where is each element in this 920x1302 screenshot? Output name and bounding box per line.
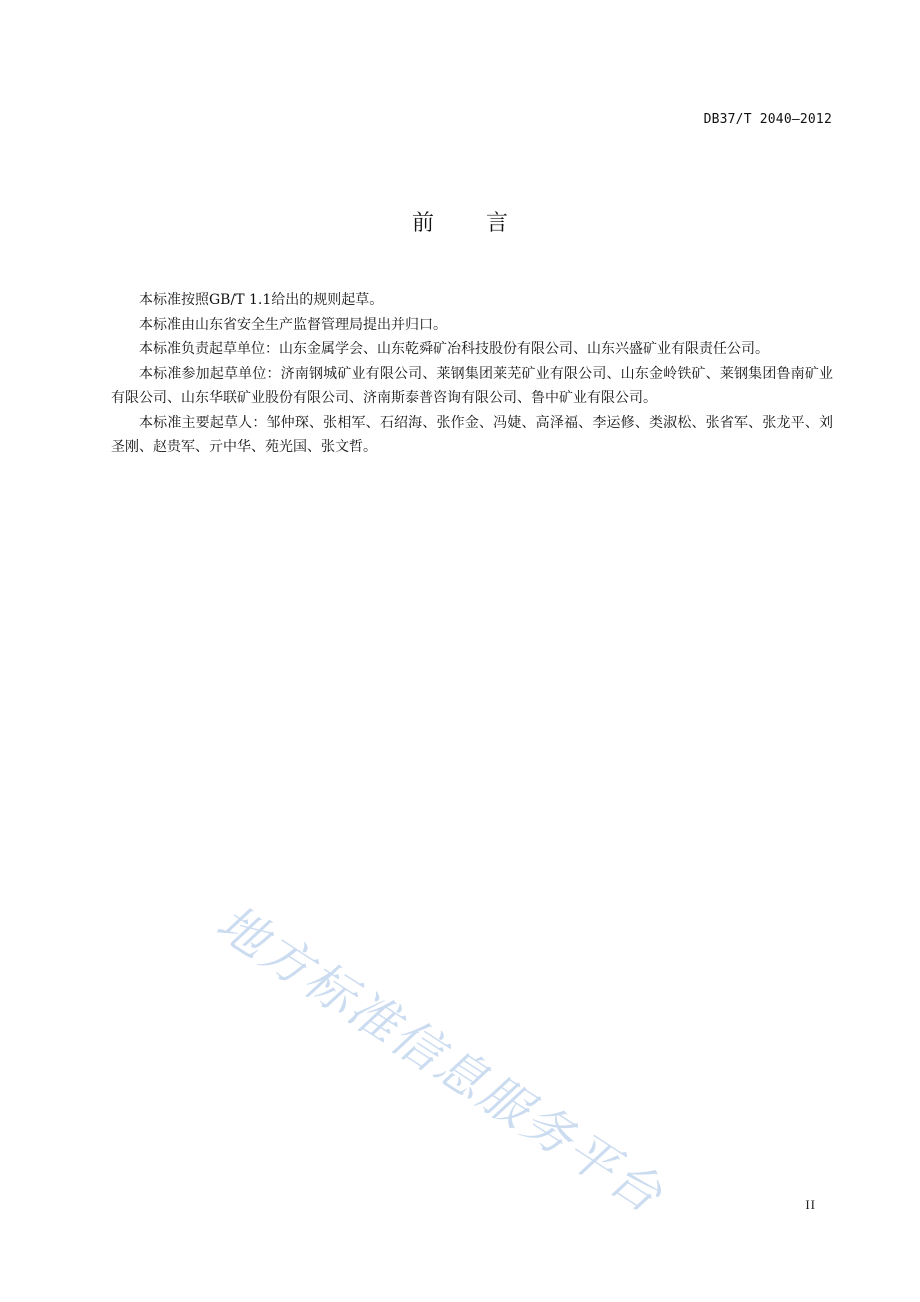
- paragraph-main-drafters: 本标准主要起草人：邹仲琛、张相军、石绍海、张作金、冯婕、高泽福、李运修、类淑松、张省军、张龙平、刘圣刚、赵贵军、亓中华、苑光国、张文哲。: [111, 414, 833, 455]
- paragraph-responsible-units: 本标准负责起草单位：山东金属学会、山东乾舜矿冶科技股份有限公司、山东兴盛矿业有限责任公司。: [139, 341, 769, 357]
- foreword-body: [111, 288, 833, 460]
- paragraph-participating-units: 本标准参加起草单位：济南钢城矿业有限公司、莱钢集团莱芜矿业有限公司、山东金岭铁矿、莱钢集团鲁南矿业有限公司、山东华联矿业股份有限公司、济南斯泰普咨询有限公司、鲁中矿业有限公司。: [111, 365, 833, 406]
- standard-code: DB37/T 2040—2012: [703, 112, 832, 127]
- paragraph-drafting-rules: 本标准按照GB/T 1.1给出的规则起草。: [139, 292, 384, 308]
- page-title: 前言: [411, 211, 560, 236]
- watermark: 地方标准信息服务平台: [206, 894, 674, 1226]
- page-number: II: [805, 1197, 816, 1212]
- paragraph-proposer: 本标准由山东省安全生产监督管理局提出并归口。: [139, 316, 447, 333]
